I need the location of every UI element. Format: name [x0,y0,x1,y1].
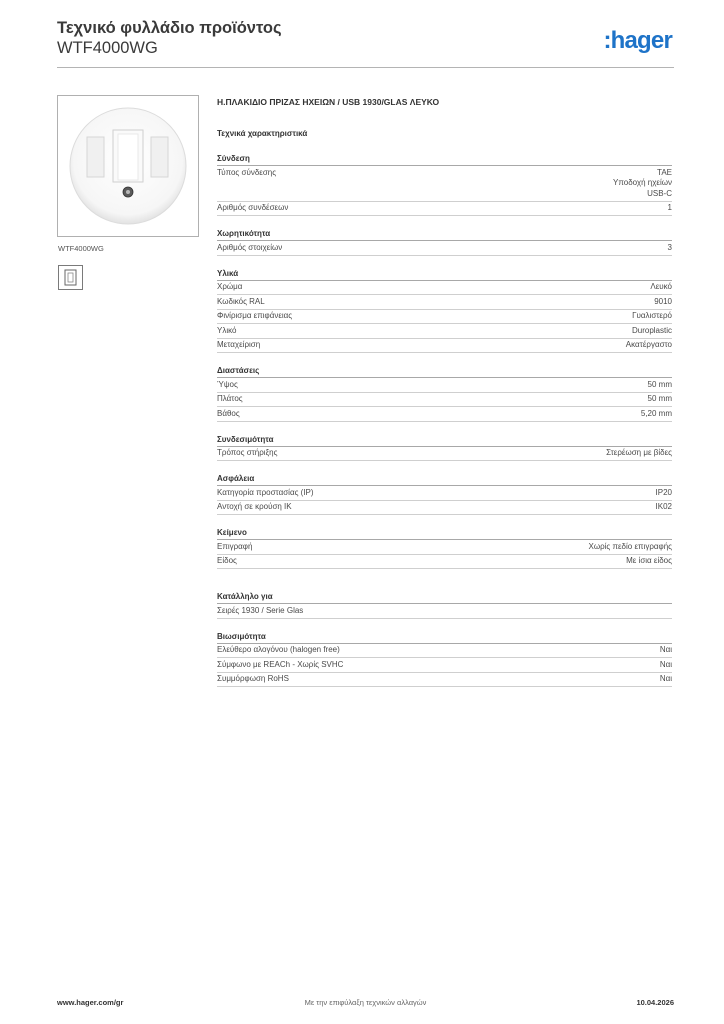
spec-label: Ύψος [217,379,238,389]
spec-label: Πλάτος [217,394,243,403]
spec-value-line: Λευκό [650,282,672,291]
spec-row [217,378,672,393]
spec-row [217,393,672,408]
spec-row [217,281,672,296]
spec-row [217,658,672,673]
spec-value-line: Γυαλιστερό [632,311,672,320]
spec-label: Συμμόρφωση RoHS [217,674,289,683]
document-title: Τεχνικό φυλλάδιο προϊόντος [57,19,282,37]
spec-row [217,241,672,256]
spec-value-line: IK02 [655,502,672,511]
spec-row [217,324,672,339]
spec-value-line: 3 [667,242,672,252]
spec-label: Μεταχείριση [217,340,261,349]
single-socket-icon[interactable] [58,265,83,290]
spec-value [668,243,672,254]
spec-label: Επιγραφή [217,541,253,551]
spec-value-line: Στερέωση με βίδες [606,448,672,457]
spec-section [217,153,672,216]
footer-date: 10.04.2026 [636,998,674,1007]
spec-value-line: Ακατέργαστο [625,340,672,349]
spec-value [626,556,672,567]
spec-value-line: Ναι [659,674,672,683]
spec-row [217,339,672,354]
spec-section [217,631,672,688]
spec-label: Χρώμα [217,282,243,291]
socket-plate-image [57,95,199,237]
spec-row [217,673,672,688]
spec-section [217,268,672,354]
spec-sections [217,153,672,687]
footer-website-link[interactable]: www.hager.com/gr [57,998,124,1007]
spec-value [626,340,672,351]
document-header [57,18,674,58]
spec-label: Αντοχή σε κρούση IK [217,502,292,511]
section-title: Υλικά [217,268,672,281]
spec-value [650,282,672,293]
spec-row [217,310,672,325]
spec-value [660,674,672,685]
spec-section [217,473,672,515]
spec-label: Σειρές 1930 / Serie Glas [217,605,304,615]
spec-value [654,297,672,308]
spec-value [660,660,672,671]
spec-value-line: 5,20 mm [640,408,672,418]
spec-row [217,501,672,516]
tech-specs-heading: Τεχνικά χαρακτηριστικά [217,129,308,138]
spec-value-line: Χωρίς πεδίο επιγραφής [588,541,672,551]
section-title: Σύνδεση [217,153,672,166]
spec-label: Σύμφωνο με REACh - Χωρίς SVHC [217,659,344,669]
spec-section [217,527,672,569]
spec-value [632,326,672,337]
spec-section [217,365,672,422]
section-title: Ασφάλεια [217,473,672,486]
spec-row [217,407,672,422]
spec-value [606,448,672,459]
image-caption: WTF4000WG [58,244,104,253]
spec-section [217,591,672,619]
spec-section [217,228,672,256]
hager-logo: :hager [603,27,672,54]
spec-value [668,203,672,214]
spec-label: Τρόπος στήριξης [217,448,278,457]
spec-label: Τύπος σύνδεσης [217,167,277,177]
spec-value [613,168,672,200]
spec-value-line: TAE [657,167,672,177]
spec-label: Υλικό [217,325,237,335]
spec-row [217,447,672,462]
spec-value [588,542,672,553]
spec-value [641,409,672,420]
spec-row [217,295,672,310]
section-title: Συνδεσιμότητα [217,434,672,447]
spec-value-line: Ναι [659,659,672,669]
header-divider [57,67,674,68]
spec-label: Είδος [217,556,237,565]
product-model: WTF4000WG [57,39,158,57]
spec-label: Φινίρισμα επιφάνειας [217,311,293,320]
spec-row [217,202,672,217]
spec-value [648,380,672,391]
spec-value [648,394,672,405]
spec-value-line: Ναι [659,645,672,654]
spec-row [217,555,672,570]
spec-label: Κατηγορία προστασίας (IP) [217,487,314,497]
spec-row [217,486,672,501]
spec-content [217,96,672,687]
spec-label: Αριθμός συνδέσεων [217,203,289,212]
footer-disclaimer: Με την επιφύλαξη τεχνικών αλλαγών [304,998,427,1007]
spec-label: Κωδικός RAL [217,296,265,306]
section-title: Κείμενο [217,527,672,540]
section-title: Διαστάσεις [217,365,672,378]
spec-value-line: USB-C [647,188,672,198]
product-illustration [58,96,198,236]
spec-value-line: 50 mm [647,394,672,403]
spec-row [217,644,672,659]
spec-value-line: 50 mm [647,379,672,389]
spec-section [217,434,672,462]
spec-label: Ελεύθερο αλογόνου (halogen free) [217,645,340,654]
spec-value [656,502,672,513]
spec-row [217,166,672,202]
spec-row [217,540,672,555]
spec-value-line: 1 [667,203,672,212]
spec-value-line: Υποδοχή ηχείων [613,178,672,187]
spec-value-line: Με ίσια είδος [626,556,672,565]
section-title: Βιωσιμότητα [217,631,672,644]
spec-value [660,645,672,656]
spec-label: Αριθμός στοιχείων [217,242,283,252]
section-title: Κατάλληλο για [217,591,672,604]
spec-value-line: IP20 [655,487,672,497]
spec-value-line: 9010 [654,296,672,306]
section-title: Χωρητικότητα [217,228,672,241]
spec-label: Βάθος [217,408,240,418]
spec-value-line: Duroplastic [631,325,672,335]
spec-value [656,488,672,499]
spec-value [632,311,672,322]
spec-row [217,604,672,619]
product-title: Η.ΠΛΑΚΙΔΙΟ ΠΡΙΖΑΣ ΗΧΕΙΩΝ / USB 1930/GLAS ΛΕΥΚΟ [217,97,440,107]
